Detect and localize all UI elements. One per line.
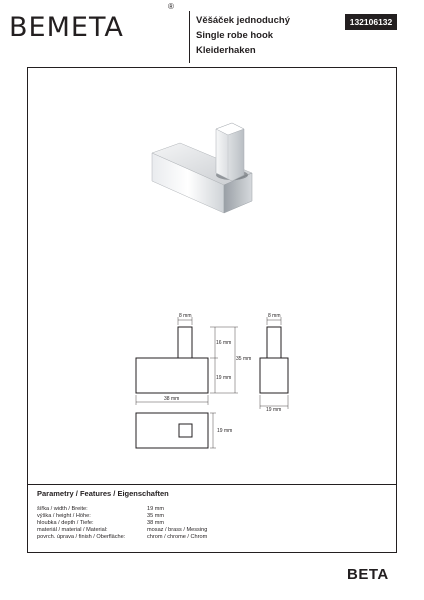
param-label: výška / height / Höhe:: [37, 513, 91, 519]
brand-name: BEMETA: [9, 12, 124, 43]
param-row: [37, 506, 164, 513]
dim-front-upper: 16 mm: [216, 340, 232, 346]
front-peg: [178, 327, 192, 358]
param-row: [37, 534, 207, 541]
product-title-en: Single robe hook: [196, 30, 274, 41]
plan-body: [136, 413, 208, 448]
dim-front-total: 35 mm: [236, 356, 252, 362]
param-value: 35 mm: [147, 513, 165, 519]
registered-mark: ®: [168, 2, 174, 11]
front-body: [136, 358, 208, 393]
param-label: hloubka / depth / Tiefe:: [37, 520, 94, 526]
series-name: BETA: [347, 566, 389, 583]
param-value: 38 mm: [147, 520, 165, 526]
header-divider: [189, 11, 190, 63]
dim-front-bottom: 38 mm: [164, 396, 180, 402]
dim-plan-height: 19 mm: [217, 428, 233, 434]
technical-drawing: [120, 305, 300, 465]
dim-front-lower: 19 mm: [216, 375, 232, 381]
product-titles: [196, 13, 290, 58]
param-label: povrch. úprava / finish / Oberfläche:: [37, 534, 126, 540]
side-peg: [267, 327, 281, 358]
param-row: [37, 520, 164, 527]
parameters-divider: [27, 484, 397, 485]
param-value: mosaz / brass / Messing: [147, 527, 208, 533]
param-label: šířka / width / Breite:: [37, 506, 88, 512]
side-body: [260, 358, 288, 393]
param-row: [37, 527, 207, 534]
param-row: [37, 513, 164, 520]
plan-peg: [179, 424, 192, 437]
dim-front-top: 8 mm: [179, 313, 192, 319]
dim-side-bottom: 19 mm: [266, 407, 282, 413]
param-value: 19 mm: [147, 506, 165, 512]
product-code: 132106132: [345, 14, 397, 30]
product-title-cz: Věšáček jednoduchý: [196, 15, 290, 26]
product-photo: [140, 115, 270, 220]
parameters-heading: Parametry / Features / Eigenschaften: [37, 489, 169, 498]
param-label: materiál / material / Material:: [37, 527, 108, 533]
param-value: chrom / chrome / Chrom: [147, 534, 208, 540]
dim-side-top: 8 mm: [268, 313, 281, 319]
product-title-de: Kleiderhaken: [196, 45, 256, 56]
